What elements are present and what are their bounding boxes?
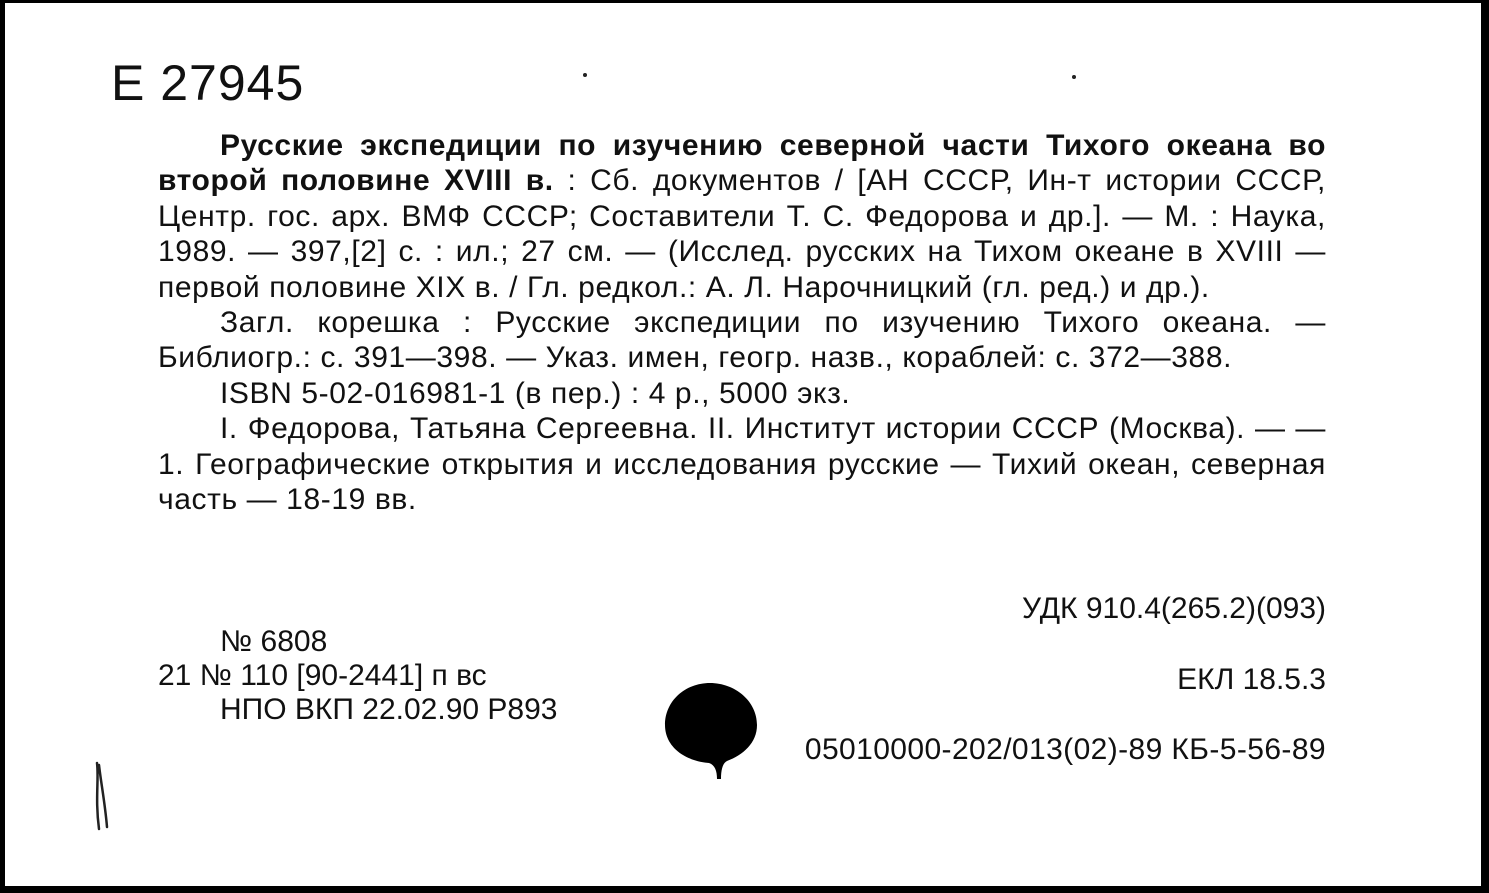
printer-line: НПО ВКП 22.02.90 Р893 <box>220 693 558 726</box>
handwritten-mark <box>89 759 113 833</box>
main-entry <box>158 128 1326 305</box>
order-info <box>158 625 557 727</box>
order-line: 21 № 110 [90-2441] п вс <box>158 659 487 692</box>
index-code: 05010000-202/013(02)-89 КБ-5-56-89 <box>804 733 1326 766</box>
note-cover-title: Загл. корешка : Русские экспедиции по изучению Тихого океана. — Библиогр.: с. 391—398. — Указ. имен, геогр. назв., кораблей: с. 372—388. <box>158 306 1326 375</box>
udk-classification: УДК 910.4(265.2)(093) <box>1022 592 1326 625</box>
order-number: № 6808 <box>220 625 328 658</box>
tracings: I. Федорова, Татьяна Сергеевна. II. Институт истории СССР (Москва). — — 1. Географические открытия и исследования русские — Тихий океан, северная часть — 18-19 вв. <box>158 412 1326 517</box>
catalog-card <box>5 3 1481 886</box>
bibliographic-description <box>158 128 1326 517</box>
ink-blot <box>663 681 757 781</box>
publication-details: : Сб. документов / [АН СССР, Ин-т истории СССР, Центр. гос. арх. ВМФ СССР; Составители Т. С. Федорова и др.]. — М. : Наука, 1989. — 397,[2] с. : ил.; 27 см. — (Исслед. русских на Тихом океане в XVIII — первой половине XIX в. / Гл. редкол.: А. Л. Нарочницкий (гл. ред.) и др.). <box>158 164 1326 304</box>
book-title: Русские экспедиции по изучению северной части Тихого океана во второй половине XVIII в. <box>158 129 1326 198</box>
speck <box>583 73 587 77</box>
call-number: Е 27945 <box>111 55 305 111</box>
isbn-line: ISBN 5-02-016981-1 (в пер.) : 4 р., 5000 экз. <box>220 376 851 410</box>
speck <box>1072 75 1076 79</box>
ekl-code: ЕКЛ 18.5.3 <box>1177 663 1326 696</box>
